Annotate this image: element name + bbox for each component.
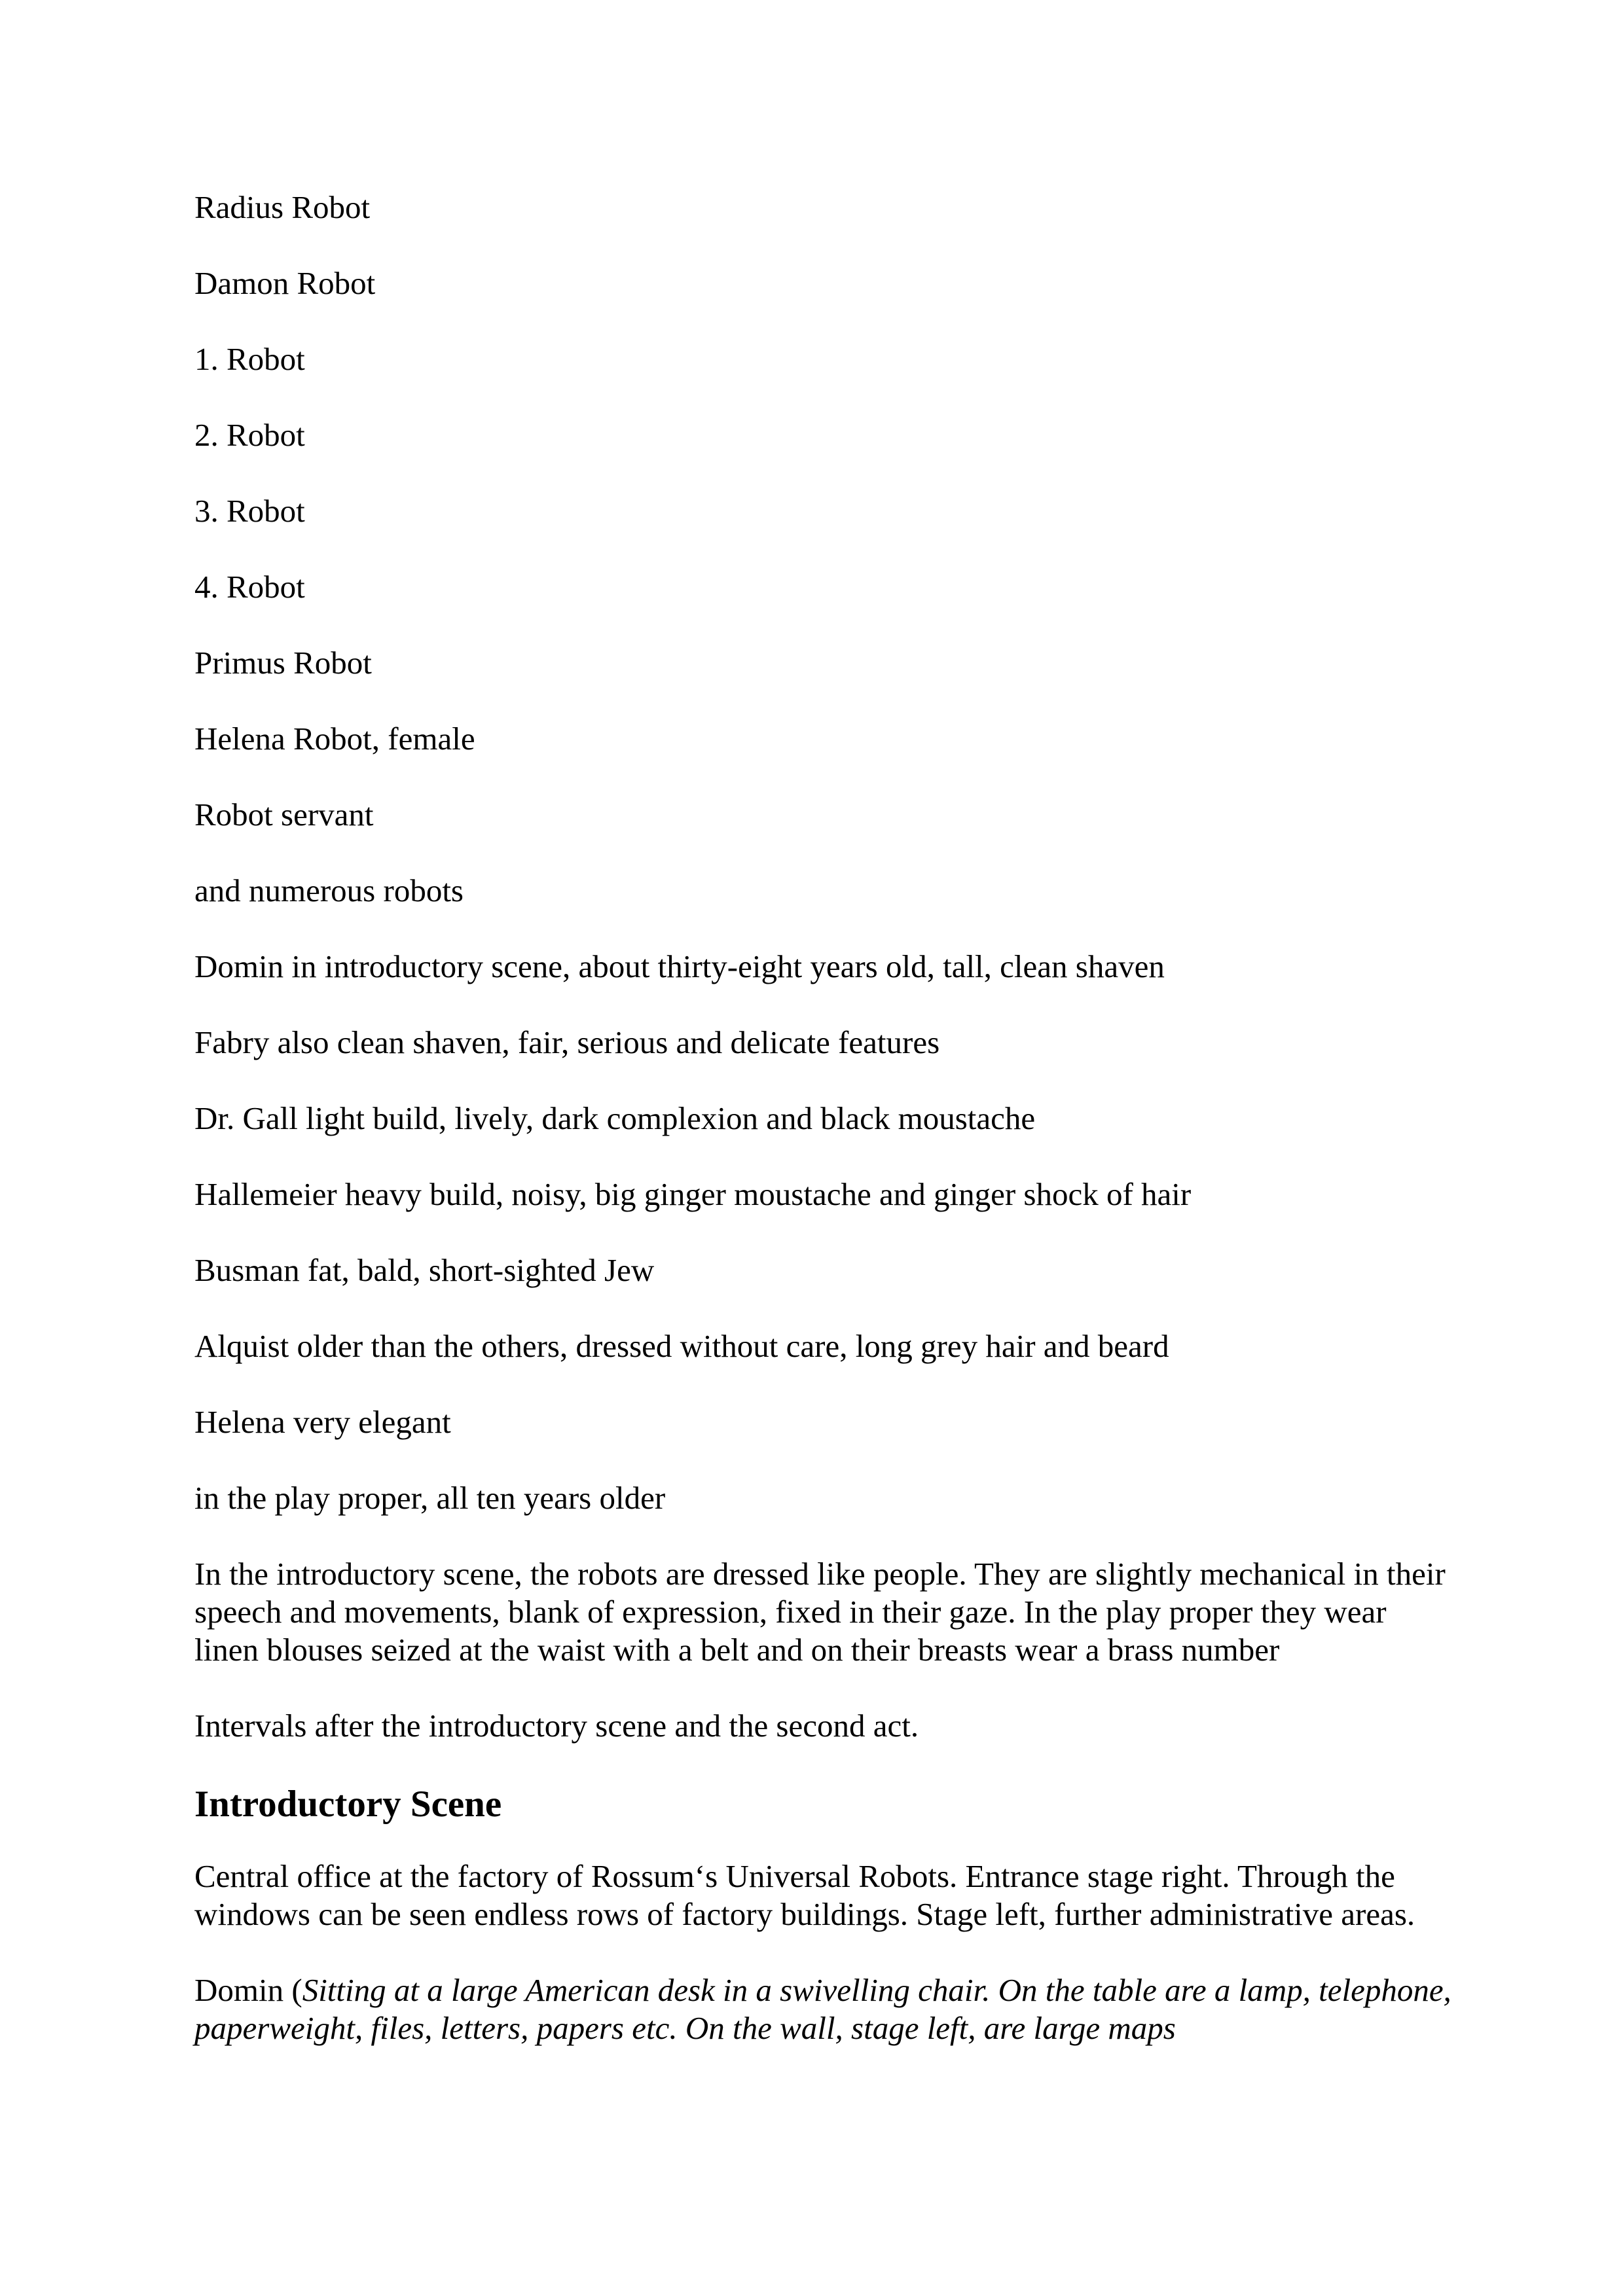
character-description: Helena very elegant: [194, 1404, 451, 1440]
document-page: [194, 188, 1458, 2085]
cast-line: Radius Robot: [194, 189, 371, 225]
cast-line: 1. Robot: [194, 341, 305, 377]
cast-line: 3. Robot: [194, 493, 305, 529]
stage-direction-text: Sitting at a large American desk in a swivelling chair. On the table are a lamp, telephone, paperweight, files, letters, papers etc. On the wall, stage left, are large maps: [194, 1972, 1451, 2046]
character-description: Hallemeier heavy build, noisy, big ginger moustache and ginger shock of hair: [194, 1176, 1192, 1212]
character-description: Busman fat, bald, short-sighted Jew: [194, 1252, 655, 1288]
character-description: Dr. Gall light build, lively, dark complexion and black moustache: [194, 1100, 1036, 1136]
cast-line: Primus Robot: [194, 645, 372, 681]
character-description: Domin in introductory scene, about thirty-eight years old, tall, clean shaven: [194, 948, 1165, 984]
costume-note: In the introductory scene, the robots are dressed like people. They are slightly mechanical in their speech and movements, blank of expression, fixed in their gaze. In the play proper they wear linen blouses seized at the waist with a belt and on their breasts wear a brass number: [194, 1556, 1446, 1668]
cast-line: Helena Robot, female: [194, 721, 475, 757]
intervals-note: Intervals after the introductory scene and the second act.: [194, 1708, 919, 1744]
cast-line: Damon Robot: [194, 265, 376, 301]
scene-setting: Central office at the factory of Rossum‘s Universal Robots. Entrance stage right. Through the windows can be seen endless rows of factory buildings. Stage left, further administrative areas.: [194, 1858, 1415, 1932]
cast-line: 4. Robot: [194, 569, 305, 605]
cast-line: and numerous robots: [194, 872, 464, 908]
cast-line: Robot servant: [194, 797, 374, 833]
character-description: Alquist older than the others, dressed without care, long grey hair and beard: [194, 1328, 1169, 1364]
speaker-name: Domin (: [194, 1972, 302, 2008]
character-description: in the play proper, all ten years older: [194, 1480, 666, 1516]
character-description: Fabry also clean shaven, fair, serious and delicate features: [194, 1024, 940, 1060]
scene-heading: Introductory Scene: [194, 1784, 502, 1825]
stage-direction: [194, 1971, 1458, 2047]
cast-line: 2. Robot: [194, 417, 305, 453]
